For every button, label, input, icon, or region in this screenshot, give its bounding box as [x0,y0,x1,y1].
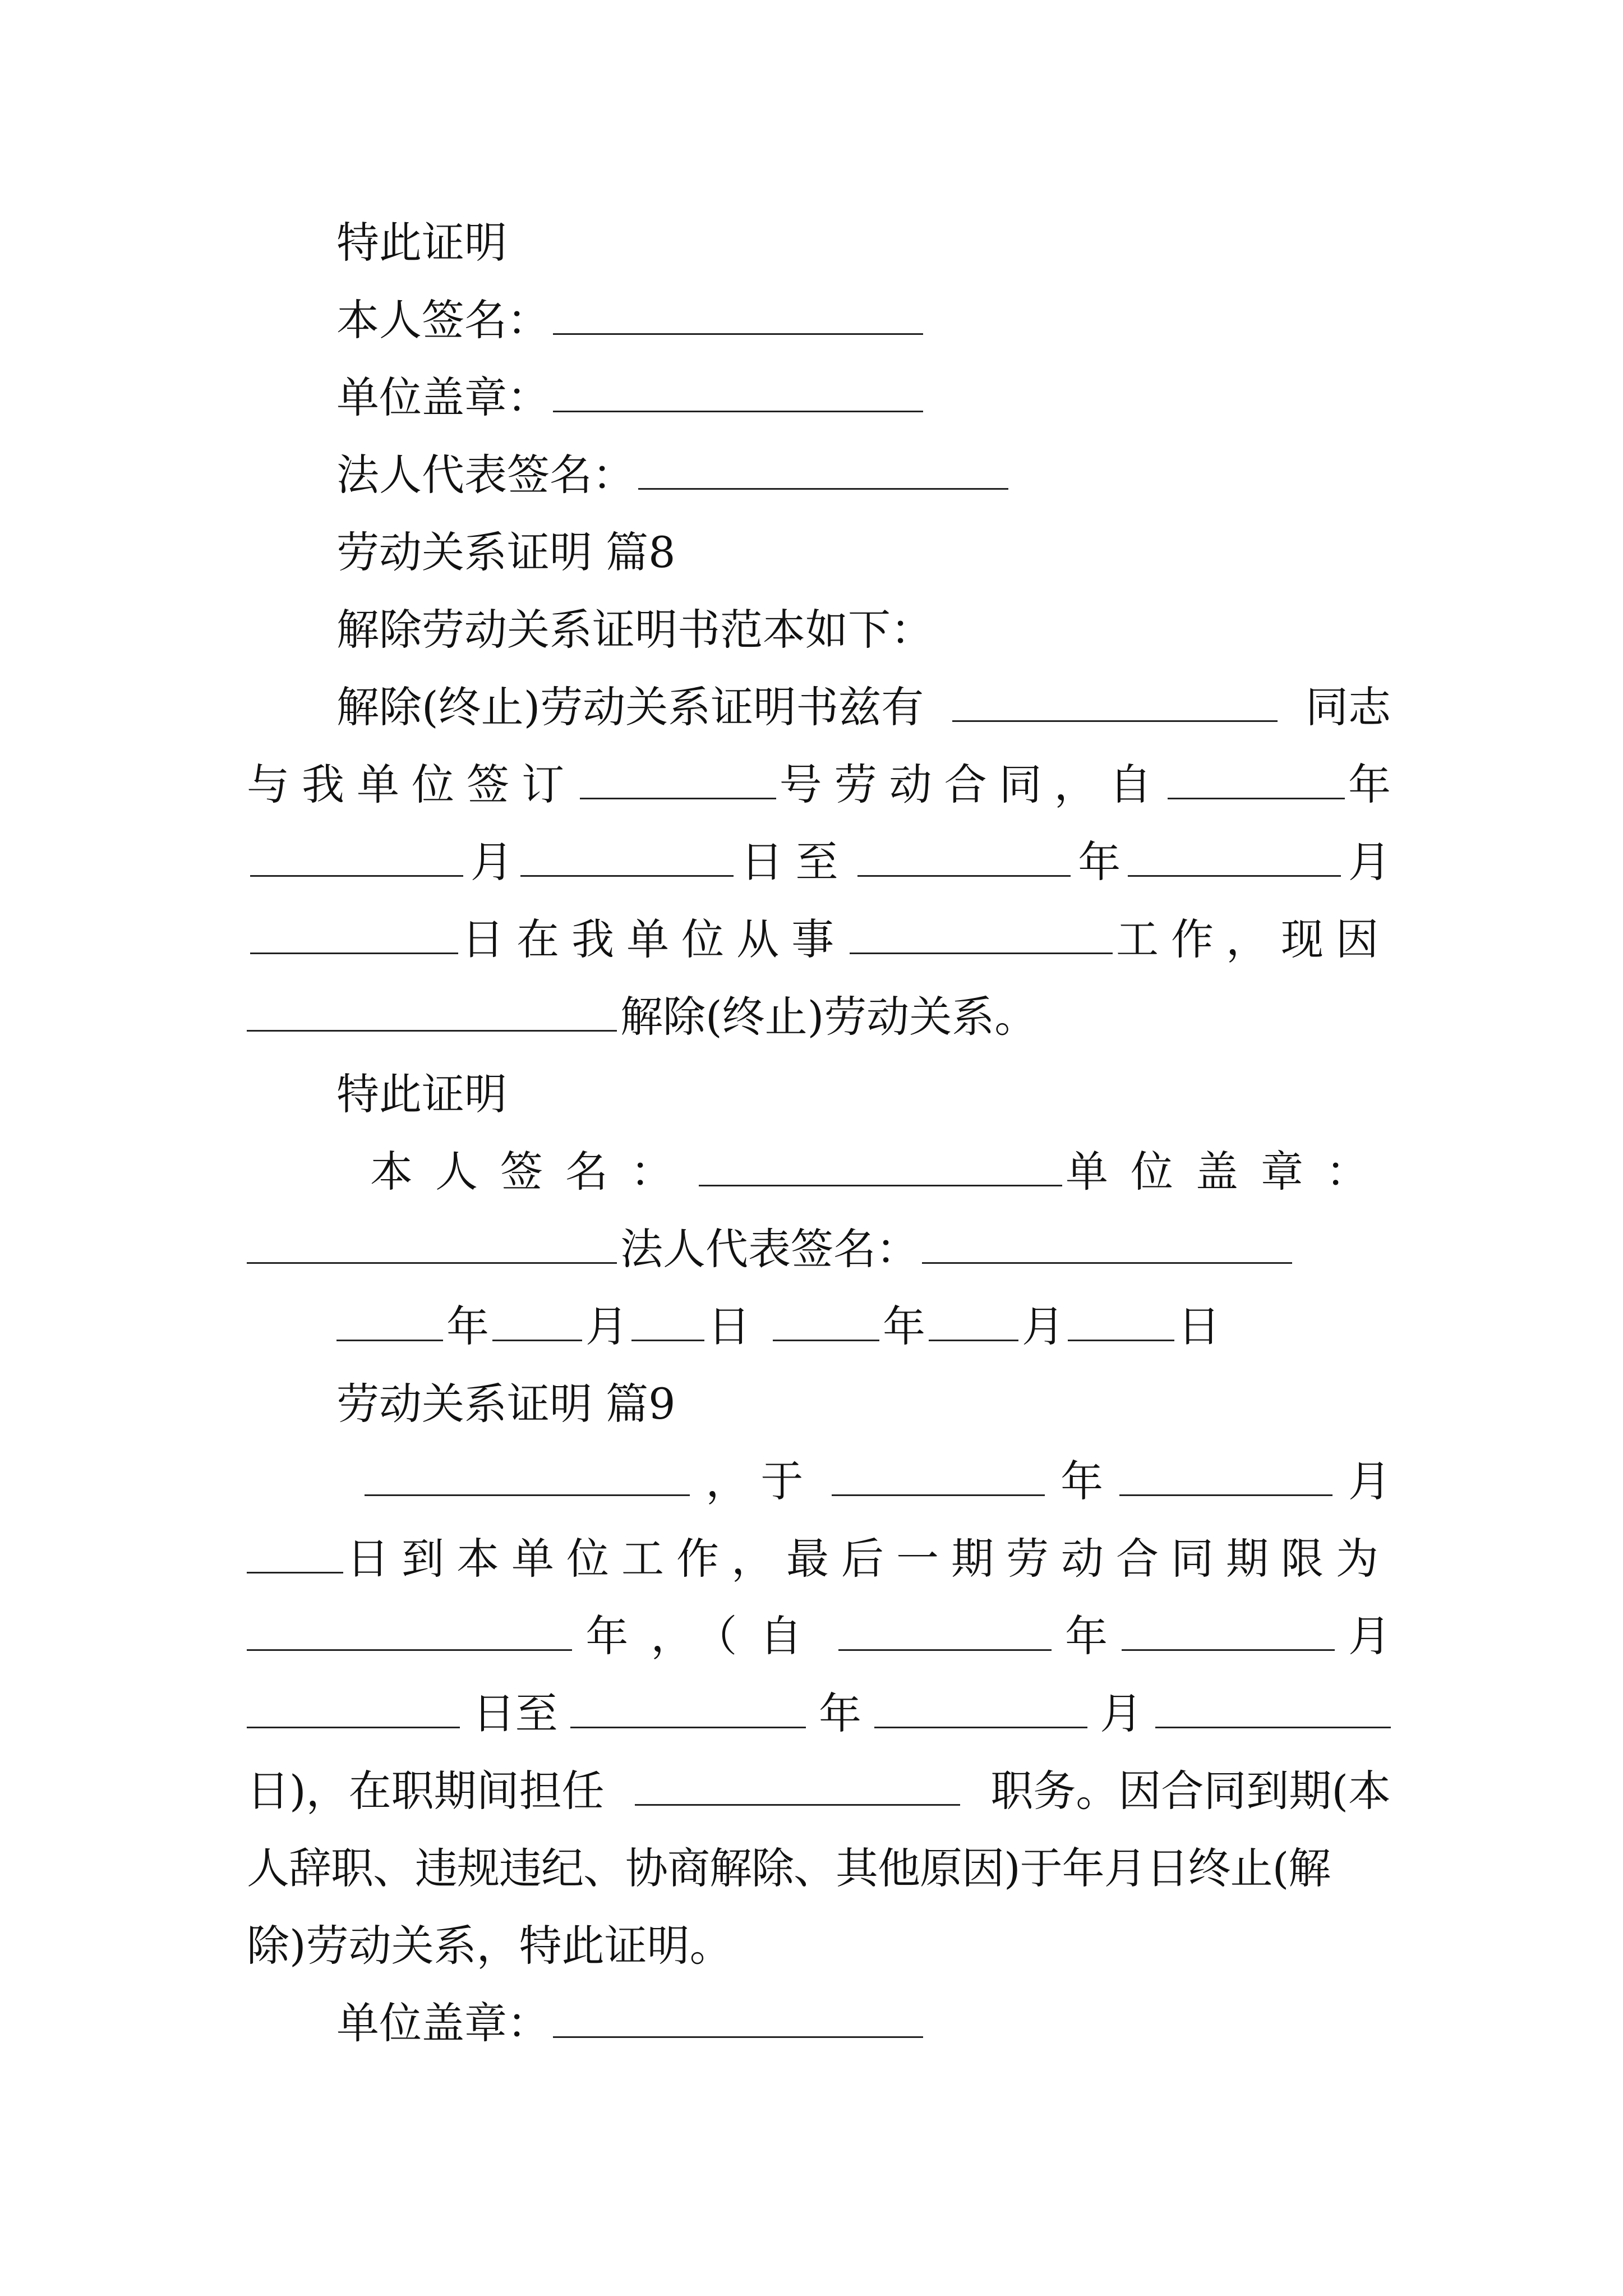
intro-text: 解除劳动关系证明书范本如下： [336,605,933,655]
seal-blank [247,1222,617,1264]
text-segment: 月 [1348,1611,1391,1661]
seal-blank [553,370,923,412]
name-blank [365,1454,690,1496]
signature-label: 本人签名： [370,1147,695,1197]
line-certify-1 [336,215,1391,271]
text-segment: 年，（自 [585,1611,825,1661]
year-blank [857,835,1071,877]
text-segment: 年 [883,1301,925,1351]
year-blank [838,1609,1052,1651]
seal-label: 单位盖章： [336,372,550,422]
line-seal-1 [336,370,1391,426]
text-segment: 月 [1348,837,1391,887]
year-blank [773,1299,879,1341]
text-segment: 日)，在职期间担任 [247,1766,605,1816]
text-segment: 年 [1348,760,1391,809]
line-legal-rep-1 [336,447,1391,503]
text-segment: 人辞职、违规违纪、协商解除、其他原因)于年月日终止(解 [247,1843,1331,1893]
day-blank [250,912,458,954]
line-dates [336,1299,1391,1355]
text-segment: 日至 [472,1688,558,1738]
paragraph9-line-1 [365,1453,1391,1510]
reason-blank [247,990,617,1032]
seal-blank [553,1996,923,2038]
signature-label: 本人签名： [336,295,550,345]
position-blank [635,1764,960,1806]
line-seal-final [336,1995,1391,2051]
section-title: 劳动关系证明 篇9 [336,1379,676,1429]
text-segment: 日至 [740,837,851,887]
month-blank [1119,1454,1332,1496]
text-segment: 号劳动合同，自 [779,760,1164,809]
paragraph9-line-3 [247,1608,1391,1664]
month-blank [1128,835,1341,877]
line-legal-rep-2 [247,1221,1391,1277]
legal-rep-label: 法人代表签名： [620,1224,919,1274]
seal-label: 单位盖章： [336,1998,550,2048]
year-blank [570,1686,806,1728]
day-blank [1155,1686,1391,1728]
text-segment: 年 [818,1688,861,1738]
day-blank [1068,1299,1174,1341]
text-segment: 月 [470,837,513,887]
paragraph-line-4 [247,912,1391,968]
day-blank [247,1531,343,1573]
job-blank [850,912,1113,954]
paragraph-line-3 [247,834,1391,890]
paragraph9-line-6 [247,1841,1391,1897]
contract-number-blank [580,757,776,799]
year-blank [336,1299,443,1341]
day-blank [520,835,734,877]
certify-text: 特此证明 [336,218,507,268]
day-blank [247,1686,460,1728]
name-blank [952,680,1278,722]
text-segment: 解除(终止)劳动关系证明书兹有 [336,682,924,732]
text-segment: 除)劳动关系，特此证明。 [247,1921,732,1971]
legal-rep-label: 法人代表签名： [336,450,635,500]
signature-blank [553,293,923,335]
text-segment: 年 [446,1301,489,1351]
certify-text: 特此证明 [336,1069,507,1119]
line-signature-1 [336,292,1391,348]
seal-label: 单位盖章： [1066,1147,1391,1197]
paragraph9-line-4 [247,1686,1391,1742]
text-segment: 同志 [1306,682,1391,732]
paragraph-line-2 [247,757,1391,813]
day-blank [631,1299,704,1341]
paragraph9-line-7 [247,1918,1391,1974]
text-segment: 职务。因合同到期(本 [990,1766,1391,1816]
text-segment: 日到本单位工作，最后一期劳动合同期限为 [347,1534,1391,1584]
paragraph-line-1 [336,679,1391,735]
term-blank [247,1609,572,1651]
year-blank [1168,757,1345,799]
text-segment: 日在我单位从事 [462,914,847,964]
month-blank [492,1299,582,1341]
paragraph-line-5 [247,989,1391,1045]
section-heading-8 [336,524,1391,581]
line-certify-2 [336,1066,1391,1122]
month-blank [874,1686,1087,1728]
text-segment: 与我单位签订 [247,760,577,809]
section-heading-9 [336,1376,1391,1432]
text-segment: 月 [1022,1301,1064,1351]
text-segment: 年 [1078,837,1121,887]
line-signature-seal [370,1144,1391,1200]
legal-rep-blank [638,448,1008,490]
text-segment: 解除(终止)劳动关系。 [620,992,1038,1042]
paragraph9-line-5 [247,1763,1391,1819]
text-segment: 年 [1061,1456,1104,1506]
text-segment: 工作，现因 [1116,914,1391,964]
text-segment: 月 [585,1301,628,1351]
signature-blank [699,1144,1062,1186]
text-segment: 月 [1348,1456,1391,1506]
text-segment: 日 [708,1301,750,1351]
month-blank [250,835,463,877]
month-blank [929,1299,1018,1341]
line-intro [336,602,1391,658]
text-segment: 日 [1178,1301,1220,1351]
year-blank [832,1454,1045,1496]
legal-rep-blank [922,1222,1292,1264]
text-segment: 月 [1100,1688,1143,1738]
text-segment: 年 [1065,1611,1108,1661]
paragraph9-line-2 [247,1531,1391,1587]
text-segment: ，于 [706,1456,816,1506]
section-title: 劳动关系证明 篇8 [336,527,676,577]
month-blank [1122,1609,1335,1651]
